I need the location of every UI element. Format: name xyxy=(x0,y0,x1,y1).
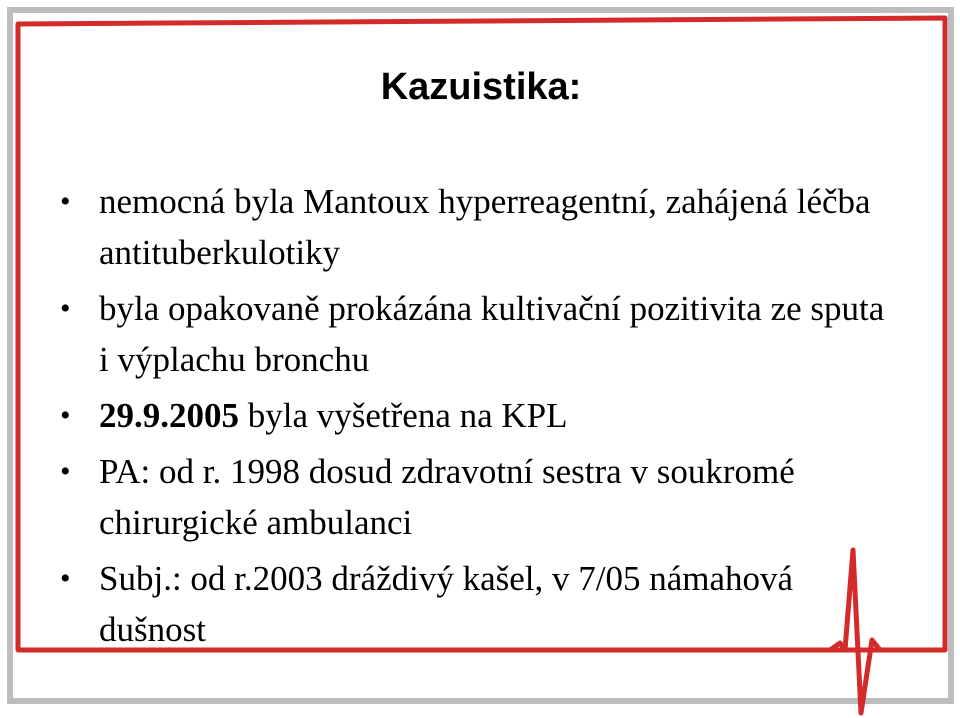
bullet-date: 29.9.2005 xyxy=(99,396,239,435)
bullet-text: byla opakovaně prokázána kultivační pozitivita ze sputa i výplachu bronchu xyxy=(99,289,885,379)
bullet-item xyxy=(60,553,900,655)
bullet-dot: • xyxy=(60,292,71,325)
bullet-dot: • xyxy=(60,562,71,595)
bullet-item xyxy=(60,390,900,441)
bullet-item xyxy=(60,446,900,548)
bullet-dot: • xyxy=(60,185,71,218)
bullet-item xyxy=(60,283,900,385)
bullet-item xyxy=(60,176,900,278)
bullet-dot: • xyxy=(60,399,71,432)
bullet-text: Subj.: od r.2003 dráždivý kašel, v 7/05 námahová dušnost xyxy=(99,559,794,649)
bullet-text: nemocná byla Mantoux hyperreagentní, zahájená léčba antituberkulotiky xyxy=(99,182,871,272)
bullet-list xyxy=(60,176,900,660)
bullet-text: byla vyšetřena na KPL xyxy=(239,396,568,435)
bullet-text: PA: od r. 1998 dosud zdravotní sestra v soukromé chirurgické ambulanci xyxy=(99,452,795,542)
slide-title: Kazuistika: xyxy=(380,66,582,108)
bullet-dot: • xyxy=(60,455,71,488)
